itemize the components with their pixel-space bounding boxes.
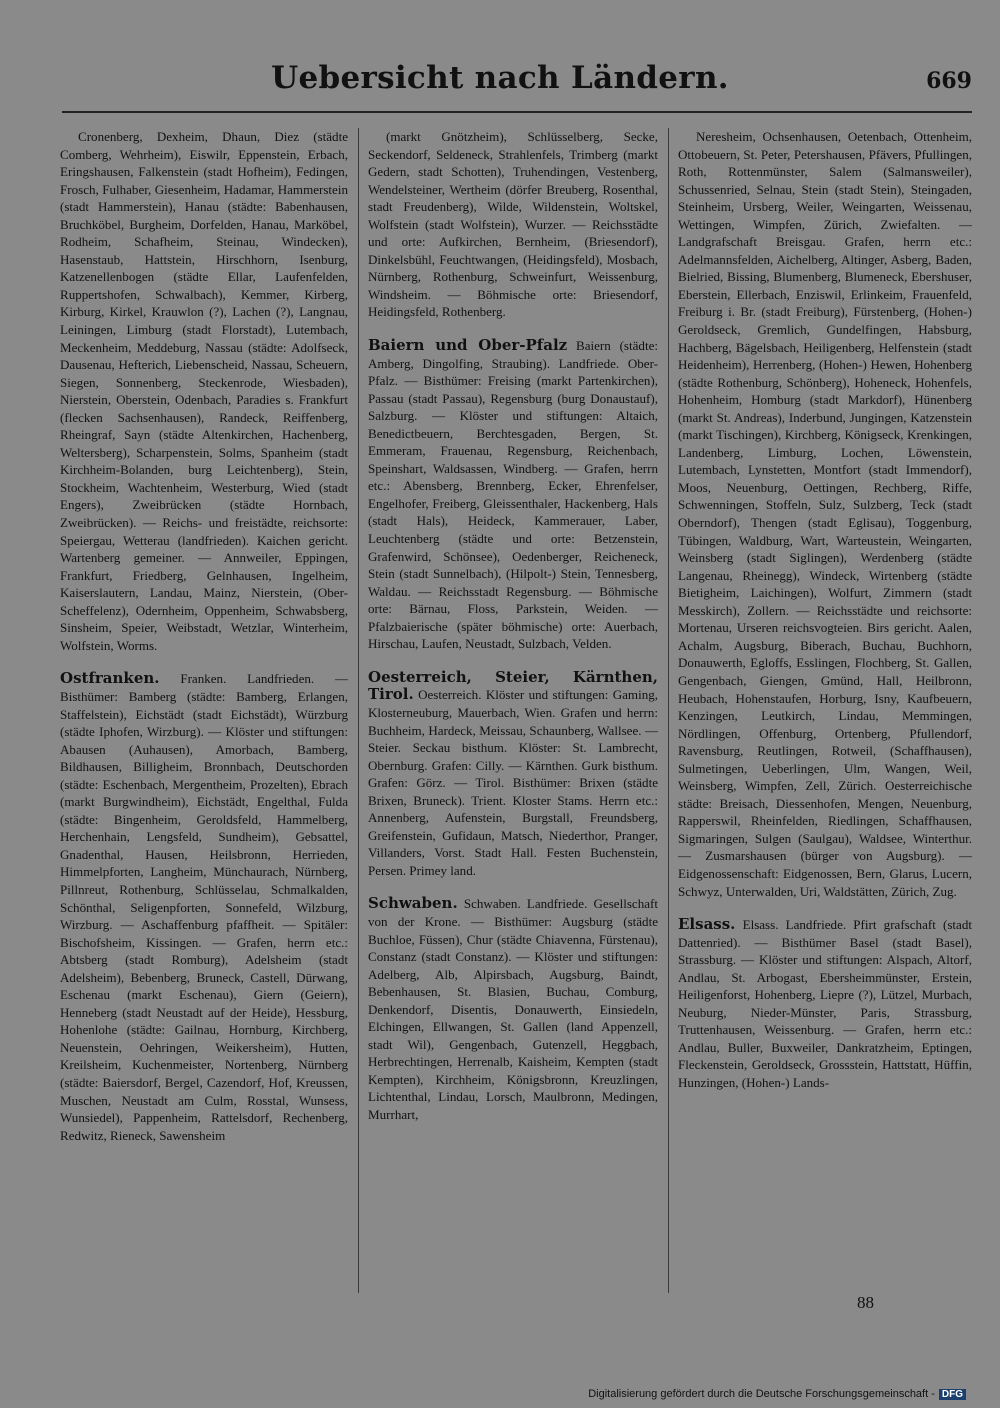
column-separator-1: [358, 128, 359, 1293]
column-separator-2: [668, 128, 669, 1293]
section-body-elsass: Elsass. Landfriede. Pfirt grafschaft (stadt Dattenried). — Bisthümer Basel (stadt Basel), Strassburg. — Klöster und stiftungen: Alspach, Altorf, Andlau, St. Arbogast, Ebersheimmünster, Erstein, Heiligenforst, Hohenberg, Liepre (?), Lützel, Murbach, Neuburg, Nieder-Münster, Paris, Strassburg, Truttenhausen, Weissenburg. — Grafen, herrn etc.: Andlau, Buller, Buxweiler, Dankratzheim, Eptingen, Fleckenstein, Geroldseck, Grossstein, Hattstatt, Hüffin, Hunzingen, (Hohen-) Lands-: [678, 917, 972, 1090]
section-heading-elsass: Elsass.: [678, 915, 736, 934]
page-title: Uebersicht nach Ländern.: [271, 60, 729, 96]
paragraph-ostfranken-continued: (markt Gnötzheim), Schlüsselberg, Secke, Seckendorf, Seldeneck, Strahlenfels, Trimberg (markt Gedern, stadt Schotten), Truhendingen, Vestenberg, Wendelsteiner, Wertheim (dörfer Breuberg, Rosenthal, stadt Freudenberg), Wilde, Wildenstein, Woltskel, Wolfstein (stadt Wolfstein), Wurzer. — Reichsstädte und orte: Aufkirchen, Bernheim, (Briesendorf), Dinkelsbühl, Feuchtwangen, (Heidingsfeld), Mosbach, Nürnberg, Rothenburg, Schweinfurt, Weissenburg, Windsheim. — Böhmische orte: Briesendorf, Heidingsfeld, Rothenberg.: [368, 129, 658, 320]
section-heading-ostfranken: Ostfranken.: [60, 669, 160, 688]
section-body-oesterreich: Oesterreich. Klöster und stiftungen: Gaming, Klosterneuburg, Mauerbach, Wien. Grafen und herrn: Buchheim, Hardeck, Meissau, Schaunberg, Wallsee. — Steier. Seckau bisthum. Klöster: St. Lambrecht, Obernburg. Grafen: Cilly. — Kärnthen. Gurk bisthum. Grafen: Görz. — Tirol. Bisthümer: Brixen (städte Brixen, Bruneck). Trient. Kloster Stams. Herrn etc.: Annenberg, Aufenstein, Burgstall, Freundsberg, Greifenstein, Gufidaun, Matsch, Niederthor, Pranger, Villanders, Vorst. Stadt Hall. Festen Buchenstein, Persen. Primey land.: [368, 687, 658, 878]
column-2: [368, 128, 658, 1288]
dfg-logo: DFG: [939, 1389, 966, 1400]
section-heading-oesterreich: Oesterreich, Steier, Kärnthen, Tirol.: [368, 667, 658, 704]
section-ostfranken: [60, 670, 348, 1144]
footer-credit-text: Digitalisierung gefördert durch die Deutsche Forschungsgemeinschaft -: [588, 1388, 935, 1400]
section-heading-schwaben: Schwaben.: [368, 894, 458, 913]
section-elsass: [678, 916, 972, 1091]
signature-mark: 88: [857, 1293, 874, 1312]
section-heading-baiern: Baiern und Ober-Pfalz: [368, 336, 568, 355]
paragraph-schwaben-continued: Neresheim, Ochsenhausen, Oetenbach, Ottenheim, Ottobeuern, St. Peter, Petershausen, Pfävers, Pfullingen, Roth, Rottenmünster, Salem (Salmansweiler), Schussenried, Selnau, Stein (stadt Stein), Steingaden, Steinheim, Ursberg, Weiler, Weingarten, Weissenau, Wettingen, Wimpfen, Zürich, Zwiefalten. — Landgrafschaft Breisgau. Grafen, herrn etc.: Adelmannsfelden, Aichelberg, Altinger, Asberg, Baden, Bielried, Bissing, Blumenberg, Blumeneck, Ebershuser, Eberstein, Ellerbach, Enziswil, Erlinkeim, Frauenfeld, Freiburg i. Br. (stadt Freiburg), Fürstenberg, (Hohen-) Geroldseck, Gremlich, Gundelfingen, Habsburg, Hachberg, Bägelsbach, Heiligenberg, Helfenstein (stadt Heidenheim), Herrenberg, (Hohen-) Hewen, Hohenberg (städte Rothenburg, Schönberg), Hoheneck, Hohenfels, Hohenheim, Homburg (stadt Markdorf), Hünenberg (markt St. Andreas), Inderbund, Jungingen, Katzenstein (markt Tischingen), Kirchberg, Königseck, Krenkingen, Landenberg, Limburg, Lochen, Löwenstein, Lutembach, Lynstetten, Montfort (stadt Immendorf), Moos, Neuenburg, Oettingen, Rechberg, Riffe, Schwenningen, Stoffeln, Sulz, Sulzberg, Teck (stadt Oberndorf), Thengen (stadt Eglisau), Toggenburg, Tübingen, Waldburg, Wart, Warteustein, Weingarten, Weinsberg (stadt Siglingen), Werdenberg (städte Langenau, Rheinegg), Windeck, Wirtenberg (städte Bietigheim, Laichingen), Wolfurt, Zimmern (stadt Messkirch), Zollern. — Reichsstädte und reichsorte: Mortenau, Urseren reichsvogteien. Birs gericht. Aalen, Achalm, Augsburg, Biberach, Buchau, Buchhorn, Donauwerth, Egloffs, Esslingen, Flochberg, St. Gallen, Gengenbach, Giengen, Gmünd, Hall, Heilbronn, Heubach, Hohenstaufen, Horburg, Isny, Kaufbeuern, Kenzingen, Leutkirch, Lindau, Memmingen, Nördlingen, Offenburg, Ortenberg, Pfullendorf, Ravensburg, Reutlingen, Rotweil, (Schaffhausen), Sulmetingen, Ueberlingen, Ulm, Wangen, Weil, Weinsberg, Wimpfen, Zell, Zürich. Oesterreichische städte: Breisach, Diessenhofen, Mengen, Neuenburg, Rapperswil, Rheinfelden, Riedlingen, Schaffhausen, Sigmaringen, Sulgen (Saulgau), Waldsee, Winterthur. — Zusmarshausen (bürger von Augsburg). — Eidgenossenschaft: Eidgenossen, Bern, Glarus, Lucern, Schwyz, Unterwalden, Uri, Waldstätten, Zürich, Zug.: [678, 129, 972, 899]
section-schwaben: [368, 895, 658, 1123]
footer-credit: [588, 1388, 966, 1400]
header-rule: [62, 111, 972, 113]
section-oesterreich: [368, 669, 658, 880]
section-body-ostfranken: Franken. Landfrieden. — Bisthümer: Bamberg (städte: Bamberg, Erlangen, Staffelstein), Eichstädt (stadt Eichstädt), Würzburg (städte Iphofen, Wirzburg). — Klöster und stiftungen: Abausen (Auhausen), Amorbach, Bamberg, Bildhausen, Billigheim, Bronnbach, Deutschorden (städte: Eschenbach, Mergentheim, Prozelten), Ebrach (markt Burgwindheim), Eichstädt, Engelthal, Fulda (städte: Bingenheim, Geroldsfeld, Hammelberg, Herchenhain, Lengsfeld, Sundheim), Gebsattel, Gnadenthal, Hausen, Heilsbronn, Herrieden, Himmelpforten, Langheim, Münchaurach, Nürnberg, Pillnreut, Rothenburg, Schlüsselau, Schmalkalden, Schönthal, Seligenpforten, Sonnefeld, Wilzburg, Wirzburg. — Aschaffenburg pfaffheit. — Spitäler: Bischofsheim, Kissingen. — Grafen, herrn etc.: Abtsberg (stadt Romburg), Adelsheim (stadt Adelsheim), Bebenberg, Bruneck, Castell, Dürwang, Eschenau (markt Eschenau), Giern (Geiern), Henneberg (stadt Neustadt auf der Heide), Hessburg, Hohenlohe (städte: Gailnau, Hornburg, Kirchberg, Neuenstein, Oehringen, Weikersheim), Hutten, Kreilsheim, Kuchenmeister, Nortenberg, Nürnberg (städte: Baiersdorf, Bergel, Cazendorf, Hof, Kreussen, Muschen, Neustadt am Culm, Rosstal, Wunsess, Wunsiedel), Pappenheim, Rattelsdorf, Rechenberg, Redwitz, Rieneck, Sawensheim: [60, 671, 348, 1143]
section-body-baiern: Baiern (städte: Amberg, Dingolfing, Straubing). Landfriede. Ober-Pfalz. — Bisthümer: Freising (markt Partenkirchen), Passau (stadt Passau), Regensburg (burg Donaustauf), Salzburg. — Klöster und stiftungen: Altaich, Benedictbeuern, Berchtesgaden, Bergen, St. Emmeram, Frauenau, Regensburg, Reichenbach, Speinshart, Waldsassen, Windberg. — Grafen, herrn etc.: Abensberg, Brennberg, Ecker, Ehrenfelser, Engelhofer, Freiberg, Gleissenthaler, Hackenberg, Hals (stadt Hals), Heideck, Kammerauer, Laber, Leuchtenberg (städte und orte: Betzenstein, Grafenwird, Schönsee), Oedenberger, Reicheneck, Stein (stadt Sunnelbach), (Hilpolt-) Stein, Tennesberg, Waldau. — Reichsstadt Regensburg. — Böhmische orte: Bärnau, Floss, Parkstein, Weiden. — Pfalzbaierische (später böhmische) orte: Auerbach, Hirschau, Laufen, Neustadt, Sulzbach, Velden.: [368, 338, 658, 652]
section-baiern: [368, 337, 658, 653]
column-1: [60, 128, 348, 1288]
section-body-schwaben: Schwaben. Landfriede. Gesellschaft von der Krone. — Bisthümer: Augsburg (städte Buchloe, Füssen), Chur (städte Chiavenna, Fürstenau), Constanz (stadt Constanz). — Klöster und stiftungen: Adelberg, Alb, Alpirsbach, Augsburg, Baindt, Bebenhausen, St. Blasien, Buchau, Comburg, Denkendorf, Disentis, Donauwerth, Einsiedeln, Elchingen, Ellwangen, St. Gallen (land Appenzell, stadt Wil), Gengenbach, Gutenzell, Heggbach, Herbrechtingen, Herrenalb, Kaisheim, Kempten (stadt Kempten), Kirchheim, Königsbronn, Kreuzlingen, Lichtenthal, Lindau, Lorsch, Maulbronn, Medingen, Murrhart,: [368, 896, 658, 1122]
page-number: 669: [926, 68, 972, 94]
column-3: [678, 128, 972, 1288]
paragraph-rheinland-continued: Cronenberg, Dexheim, Dhaun, Diez (städte Comberg, Wehrheim), Eiswilr, Eppenstein, Erbach, Eringshausen, Falkenstein (stadt Hofheim), Fedingen, Frosch, Fulhaber, Giesenheim, Hadamar, Hammerstein (stadt Hammerstein), Hanau (städte: Babenhausen, Bruchköbel, Burgheim, Dorfelden, Hanau, Marköbel, Rodheim, Schafheim, Steinau, Windecken), Hasenstaub, Hattstein, Hirschhorn, Isenburg, Katzenellenbogen (städte Ellar, Laufenfelden, Ruppertshofen, Schwalbach), Kemmer, Kirberg, Kirburg, Kirkel, Krauwlon (?), Lachen (?), Langnau, Leiningen, Limburg (stadt Florstadt), Lutembach, Meckenheim, Meddeburg, Nassau (städte: Adolfseck, Dausenau, Hefterich, Liebenscheid, Nassau, Scheuern, Siegen, Sonnenberg, Steckenrode, Wiesbaden), Nierstein, Oberstein, Odenbach, Paradies s. Frankfurt (flecken Sachsenhausen), Randeck, Reiffenberg, Rheingraf, Sayn (städte Altenkirchen, Hachenberg, Weltersberg), Scharpenstein, Solms, Spanheim (stadt Kirchheim-Bolanden, burg Leichtenberg), Stein, Stockheim, Wachtenheim, Westerburg, Wied (stadt Engers), Zweibrücken (städte Hornbach, Zweibrücken). — Reichs- und freistädte, reichsorte: Speiergau, Wetterau (landfrieden). Kaichen gericht. Wartenberg gemeiner. — Annweiler, Eppingen, Frankfurt, Friedberg, Gelnhausen, Ingelheim, Kaiserslautern, Landau, Mainz, Nierstein, (Ober-Scheffelenz), Odernheim, Oppenheim, Schwabsberg, Sinsheim, Speier, Weibstadt, Wetzlar, Winterheim, Wolfstein, Worms.: [60, 129, 348, 653]
